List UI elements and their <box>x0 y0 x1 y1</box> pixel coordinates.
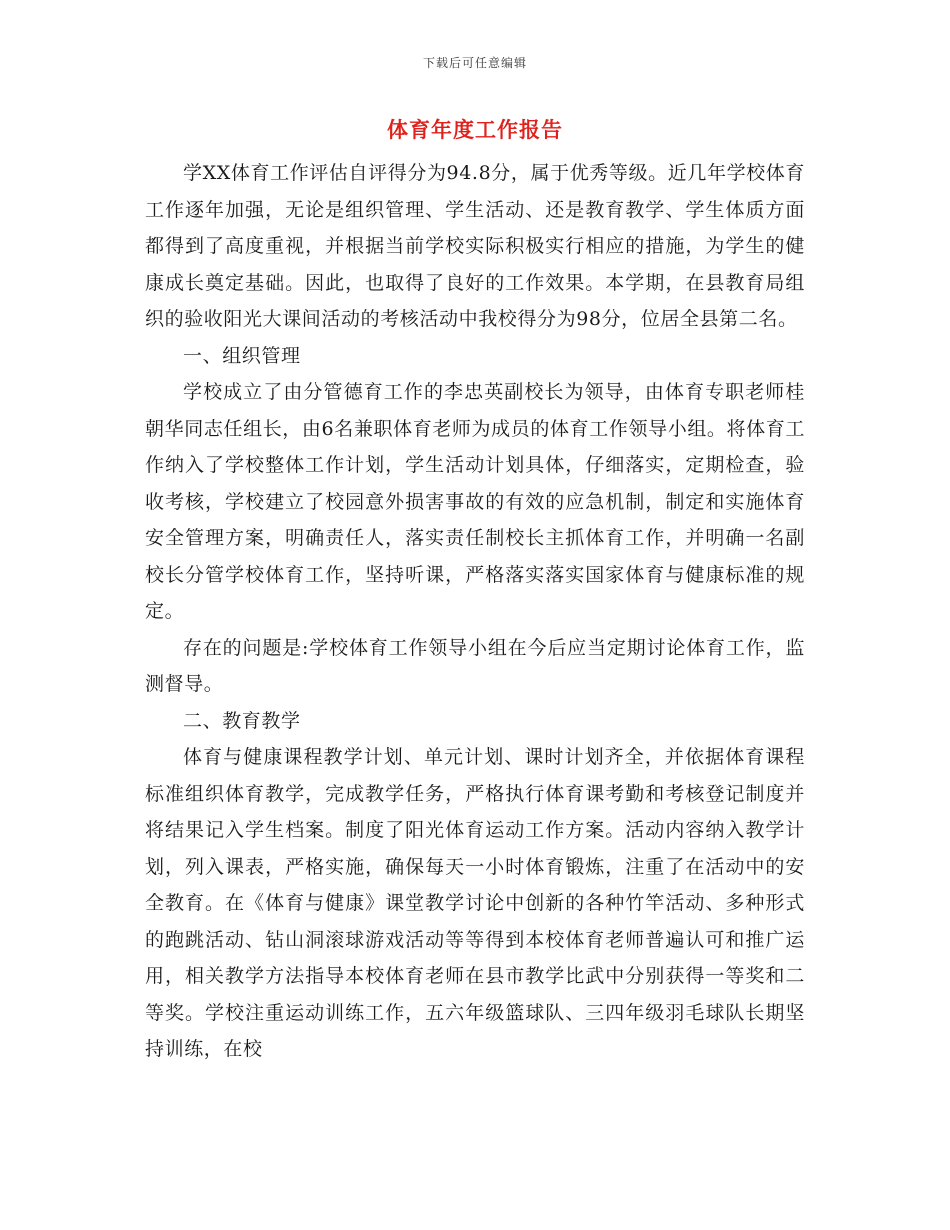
paragraph-intro: 学XX体育工作评估自评得分为94.8分，属于优秀等级。近几年学校体育工作逐年加强，无论是组织管理、学生活动、还是教育教学、学生体质方面都得到了高度重视，并根据当前学校实际积极实行相应的措施，为学生的健康成长奠定基础。因此，也取得了良好的工作效果。本学期，在县教育局组织的验收阳光大课间活动的考核活动中我校得分为98分，位居全县第二名。 <box>145 162 805 330</box>
paragraph-teaching: 体育与健康课程教学计划、单元计划、课时计划齐全，并依据体育课程标准组织体育教学，完成教学任务，严格执行体育课考勤和考核登记制度并将结果记入学生档案。制度了阳光体育运动工作方案。活动内容纳入教学计划，列入课表，严格实施，确保每天一小时体育锻炼，注重了在活动中的安全教育。在《体育与健康》课堂教学讨论中创新的各种竹竿活动、多种形式的跑跳活动、钻山洞滚球游戏活动等等得到本校体育老师普遍认可和推广运用，相关教学方法指导本校体育老师在县市教学比武中分别获得一等奖和二等奖。学校注重运动训练工作，五六年级篮球队、三四年级羽毛球队长期坚持训练，在校 <box>145 746 805 1060</box>
paragraph-organization: 学校成立了由分管德育工作的李忠英副校长为领导，由体育专职老师桂朝华同志任组长，由6名兼职体育老师为成员的体育工作领导小组。将体育工作纳入了学校整体工作计划，学生活动计划具体，仔细落实，定期检查，验收考核，学校建立了校园意外损害事故的有效的应急机制，制定和实施体育安全管理方案，明确责任人，落实责任制校长主抓体育工作，并明确一名副校长分管学校体育工作，坚持听课，严格落实落实国家体育与健康标准的规定。 <box>145 381 805 622</box>
section-heading-organization: 一、组织管理 <box>183 344 301 367</box>
paragraph-issues: 存在的问题是:学校体育工作领导小组在今后应当定期讨论体育工作，监测督导。 <box>145 636 805 695</box>
header-note: 下载后可任意编辑 <box>422 56 527 70</box>
document-body <box>145 155 805 1068</box>
section-heading-teaching: 二、教育教学 <box>183 709 301 732</box>
document-title: 体育年度工作报告 <box>387 117 563 142</box>
